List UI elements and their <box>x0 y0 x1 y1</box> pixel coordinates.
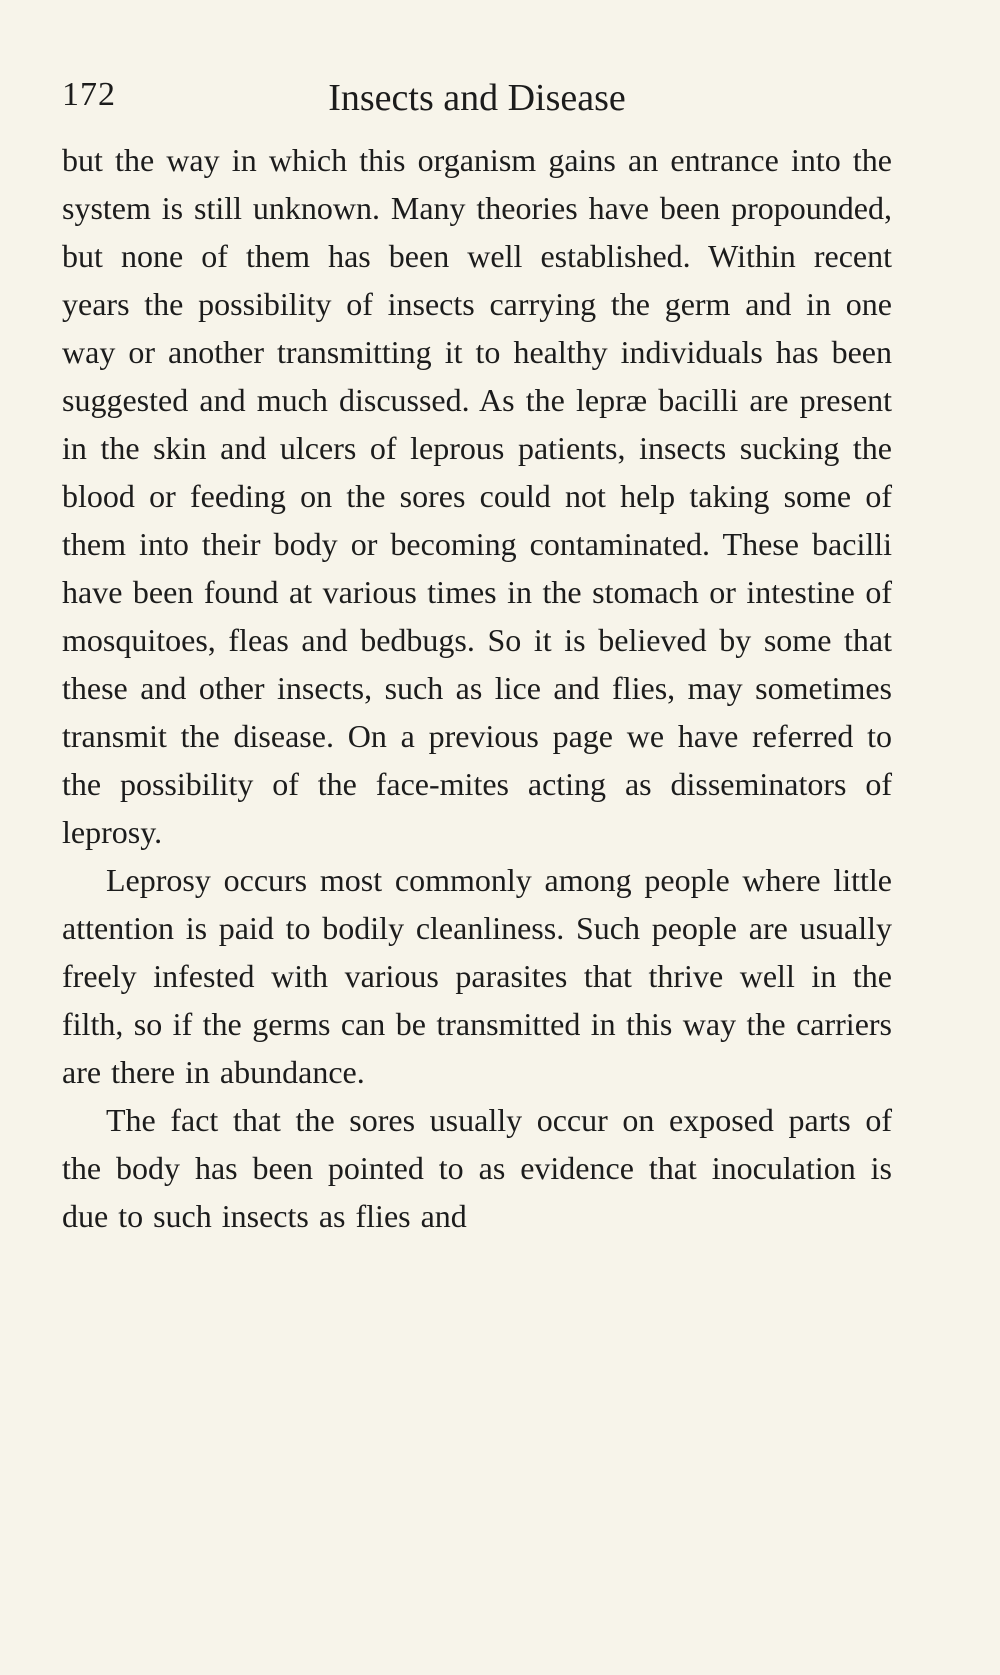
body-paragraph: The fact that the sores usually occur on exposed parts of the body has been pointed to as evidence that inoculation is due to such insects as flies and <box>62 1102 892 1234</box>
page-number: 172 <box>62 76 116 113</box>
body-paragraph: Leprosy occurs most commonly among people where little attention is paid to bodily cleanliness. Such people are usually freely infested with various parasites that thrive well in the filth, so if the germs can be transmitted in this way the carriers are there in abundance. <box>62 862 892 1090</box>
page-body <box>62 136 892 1240</box>
page-header-title: Insects and Disease <box>328 77 626 119</box>
body-paragraph: but the way in which this organism gains an entrance into the system is still unknown. Many theories have been propounded, but none of them has been well established. Within recent years the possibility of insects carrying the germ and in one way or another transmitting it to healthy individuals has been suggested and much discussed. As the lepræ bacilli are present in the skin and ulcers of leprous patients, insects sucking the blood or feeding on the sores could not help taking some of them into their body or becoming contaminated. These bacilli have been found at various times in the stomach or intestine of mosquitoes, fleas and bedbugs. So it is believed by some that these and other insects, such as lice and flies, may sometimes transmit the disease. On a previous page we have referred to the possibility of the face-mites acting as disseminators of leprosy. <box>62 142 892 850</box>
page-header <box>62 76 892 119</box>
